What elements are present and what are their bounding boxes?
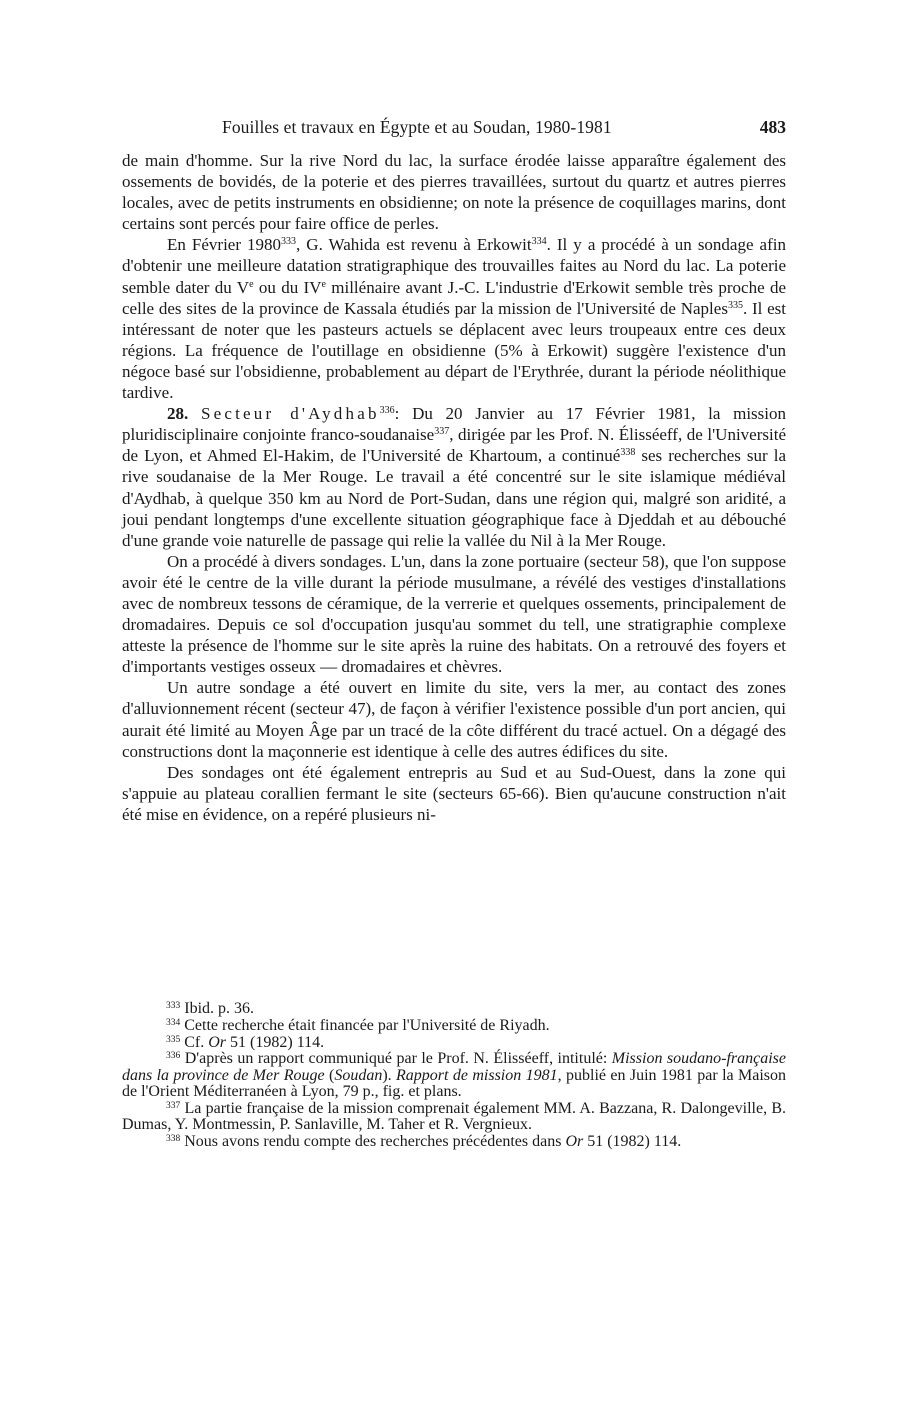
footnote-text: Cf. — [180, 1033, 209, 1051]
footnote-ref: 337 — [434, 426, 450, 438]
footnote-text: Ibid. p. 36. — [180, 1000, 255, 1017]
footnote-ref: 336 — [379, 405, 395, 417]
footnote — [122, 1001, 786, 1017]
footnote-text: ). — [382, 1066, 397, 1084]
footnote-number: 338 — [166, 1133, 181, 1144]
journal-title: Or — [208, 1033, 227, 1051]
page-number: 483 — [759, 117, 786, 137]
footnote-number: 333 — [166, 1001, 181, 1011]
section-number: 28. — [167, 404, 189, 424]
footnote-number: 335 — [166, 1034, 181, 1045]
footnote-text: D'après un rapport communiqué par le Prof. N. Élisséeff, intitulé: — [180, 1050, 612, 1068]
superscript: e — [321, 278, 326, 290]
main-text — [122, 150, 786, 825]
footnote-text: Nous avons rendu compte des recherches précédentes dans — [180, 1132, 566, 1150]
paragraph: On a procédé à divers sondages. L'un, dans la zone portuaire (secteur 58), que l'on suppose avoir été le centre de la ville durant la période musulmane, a révélé des vestiges d'installations avec de nombreux tessons de céramique, de la verrerie et quelques ossements, principalement de dromadaires. Depuis ce sol d'occupation jusqu'au sommet du tell, une stratigraphie complexe atteste la présence de l'homme sur le site après la ruine des habitats. On a retrouvé des foyers et d'importants vestiges osseux — dromadaires et chèvres. — [122, 551, 786, 677]
paragraph: Un autre sondage a été ouvert en limite du site, vers la mer, au contact des zones d'alluvionnement récent (secteur 47), de façon à vérifier l'existence possible d'un port ancien, qui aurait été limité au Moyen Âge par un tracé de la côte différent du tracé actuel. On a dégagé des constructions dont la maçonnerie est identique à celle des autres édifices du site. — [122, 678, 786, 761]
footnote — [122, 1134, 786, 1150]
footnote — [122, 1035, 786, 1051]
paragraph: de main d'homme. Sur la rive Nord du lac, la surface érodée laisse apparaître également des ossements de bovidés, de la poterie et des pierres travaillées, surtout du quartz et autres pierres locales, avec de petits instruments en obsidienne; on note la présence de coquillages marins, dont certains sont percés pour faire office de perles. — [122, 151, 786, 234]
superscript: e — [249, 278, 254, 290]
report-title: Mission soudano-française dans la province de Mer Rouge — [122, 1050, 786, 1084]
paragraph — [122, 234, 786, 403]
footnote-number: 337 — [166, 1100, 181, 1111]
report-title: Rapport de mission 1981 — [396, 1066, 558, 1084]
footnote-text: 51 (1982) 114. — [583, 1132, 682, 1150]
section-heading: Secteur d'Aydhab — [200, 404, 380, 424]
text-run: , dirigée par les Prof. N. Élisséeff, de l'Université de Lyon, et Ahmed El-Hakim, de l'Université de Khartoum, a continué — [122, 425, 786, 466]
footnote-ref: 334 — [531, 236, 547, 248]
footnote-text: ( — [324, 1066, 335, 1084]
page-header — [122, 117, 786, 139]
text-run: millénaire avant J.-C. L'industrie d'Erkowit semble très proche de celle des sites de la province de Kassala étudiés par la mission de l'Université de Naples — [122, 277, 786, 318]
footnote — [122, 1051, 786, 1100]
footnote-text: Cette recherche était financée par l'Université de Riyadh. — [180, 1016, 550, 1034]
journal-title: Or — [565, 1132, 584, 1150]
footnote-number: 336 — [166, 1051, 181, 1062]
text-run: En Février 1980 — [167, 235, 282, 255]
text-run: : Du 20 Janvier au 17 Février 1981, la mission pluridisciplinaire conjointe franco-soudanaise — [122, 404, 787, 445]
text-run: . Il y a procédé à un sondage afin d'obtenir une meilleure datation stratigraphique des trouvailles faites au Nord du lac. La poterie semble dater du V — [122, 235, 786, 297]
running-title: Fouilles et travaux en Égypte et au Soudan, 1980-1981 — [222, 117, 612, 137]
paragraph — [122, 403, 786, 551]
footnote-text: , publié en Juin 1981 par la Maison de l'Orient Méditerranéen à Lyon, 79 p., fig. et plans. — [122, 1066, 787, 1100]
footnote — [122, 1018, 786, 1034]
footnote-ref: 333 — [281, 236, 297, 248]
footnote-text: 51 (1982) 114. — [226, 1033, 325, 1051]
text-run: . Il est intéressant de noter que les pasteurs actuels se déplacent avec leurs troupeaux entre ces deux régions. La fréquence de l'outillage en obsidienne (5% à Erkowit) suggère l'existence d'un négoce basé sur l'obsidienne, probablement au départ de l'Erythrée, durant la période néolithique tardive. — [122, 298, 786, 403]
report-title: Soudan — [334, 1066, 383, 1084]
text-run: ou du IV — [253, 277, 322, 297]
footnote-text: La partie française de la mission comprenait également MM. A. Bazzana, R. Dalongeville, B. Dumas, Y. Montmessin, P. Sanlaville, M. Taher et R. Vergnieux. — [122, 1099, 786, 1134]
footnote-number: 334 — [166, 1017, 181, 1028]
text-run: ses recherches sur la rive soudanaise de la Mer Rouge. Le travail a été concentré sur le site islamique médiéval d'Aydhab, à quelque 350 km au Nord de Port-Sudan, dans une région qui, malgré son aridité, a joui pendant longtemps d'une excellente situation géographique face à Djeddah et au débouché d'une grande voie naturelle de passage qui relie la vallée du Nil à la Mer Rouge. — [122, 446, 786, 550]
paragraph: Des sondages ont été également entrepris au Sud et au Sud-Ouest, dans la zone qui s'appuie au plateau corallien fermant le site (secteurs 65-66). Bien qu'aucune construction n'ait été mise en évidence, on a repéré plusieurs ni- — [122, 762, 786, 824]
footnote-ref: 335 — [727, 299, 743, 311]
footnotes — [122, 1001, 786, 1151]
text-run: , G. Wahida est revenu à Erkowit — [296, 235, 532, 255]
footnote-ref: 338 — [620, 447, 636, 459]
footnote — [122, 1101, 786, 1134]
